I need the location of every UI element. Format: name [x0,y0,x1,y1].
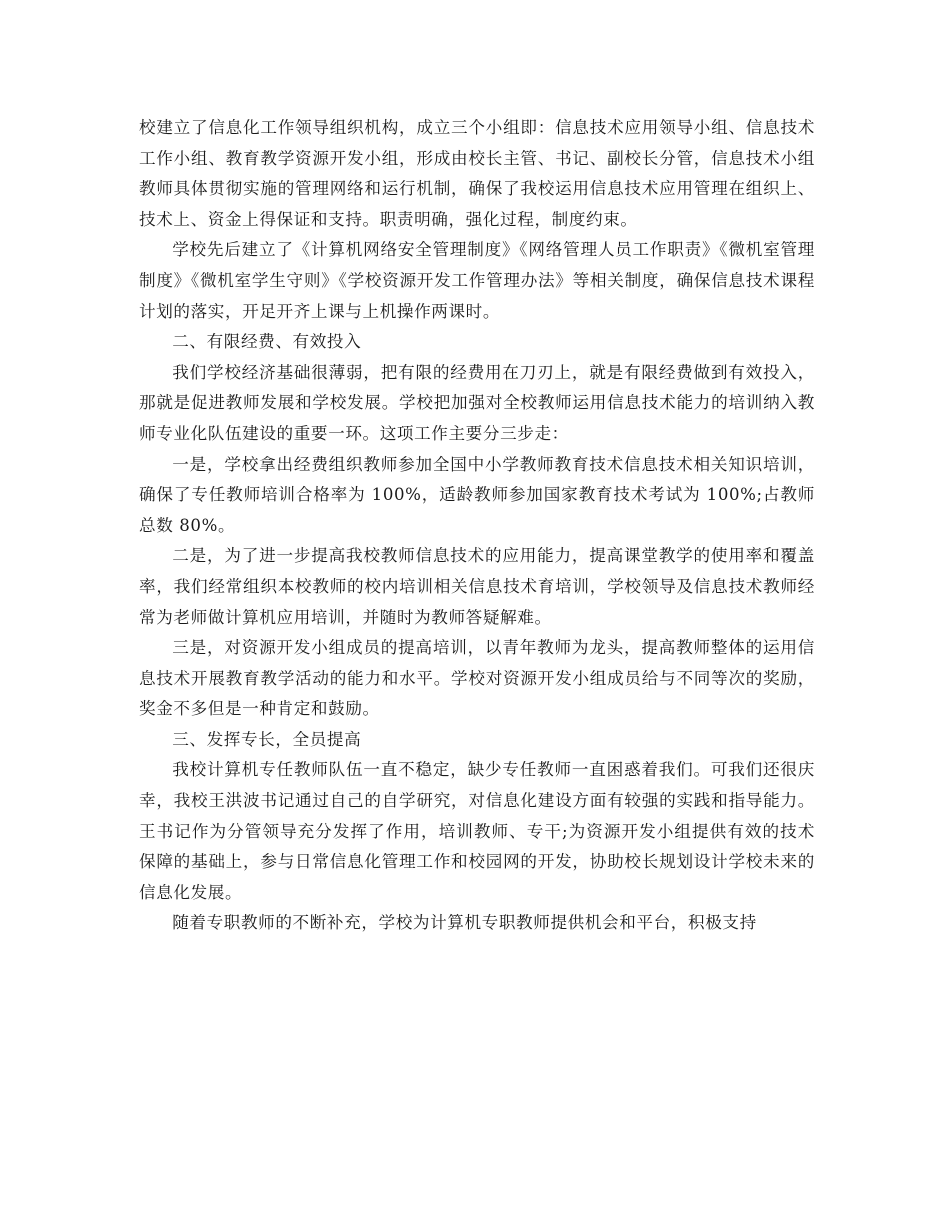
section-heading-limited-funds: 二、有限经费、有效投入 [172,332,362,352]
section-heading-expertise: 三、发挥专长，全员提高 [172,729,362,749]
paragraph-step-one: 一是，学校拿出经费组织教师参加全国中小学教师教育技术信息技术相关知识培训，确保了专任教师培训合格率为 100%，适龄教师参加国家教育技术考试为 100%;占教师总数 80%。 [139,454,815,535]
paragraph-step-two: 二是，为了进一步提高我校教师信息技术的应用能力，提高课堂教学的使用率和覆盖率，我们经常组织本校教师的校内培训相关信息技术育培训，学校领导及信息技术教师经常为老师做计算机应用培训，并随时为教师答疑解难。 [139,546,815,627]
paragraph-support: 随着专职教师的不断补充，学校为计算机专职教师提供机会和平台，积极支持 [172,913,757,933]
paragraph-continuation: 校建立了信息化工作领导组织机构，成立三个小组即：信息技术应用领导小组、信息技术工作小组、教育教学资源开发小组，形成由校长主管、书记、副校长分管，信息技术小组教师具体贯彻实施的管理网络和运行机制，确保了我校运用信息技术应用管理在组织上、技术上、资金上得保证和支持。职责明确，强化过程，制度约束。 [139,118,815,229]
paragraph-regulations: 学校先后建立了《计算机网络安全管理制度》《网络管理人员工作职责》《微机室管理制度》《微机室学生守则》《学校资源开发工作管理办法》等相关制度，确保信息技术课程计划的落实，开足开齐上课与上机操作两课时。 [139,240,815,321]
paragraph-step-three: 三是，对资源开发小组成员的提高培训，以青年教师为龙头，提高教师整体的运用信息技术开展教育教学活动的能力和水平。学校对资源开发小组成员给与不同等次的奖励，奖金不多但是一种肯定和鼓励。 [139,638,815,719]
document-body [139,113,815,939]
paragraph-teachers: 我校计算机专任教师队伍一直不稳定，缺少专任教师一直困惑着我们。可我们还很庆幸，我校王洪波书记通过自己的自学研究，对信息化建设方面有较强的实践和指导能力。王书记作为分管领导充分发挥了作用，培训教师、专干;为资源开发小组提供有效的技术保障的基础上，参与日常信息化管理工作和校园网的开发，协助校长规划设计学校未来的信息化发展。 [139,760,815,902]
paragraph-funds: 我们学校经济基础很薄弱，把有限的经费用在刀刃上，就是有限经费做到有效投入，那就是促进教师发展和学校发展。学校把加强对全校教师运用信息技术能力的培训纳入教师专业化队伍建设的重要一环。这项工作主要分三步走： [139,362,815,443]
